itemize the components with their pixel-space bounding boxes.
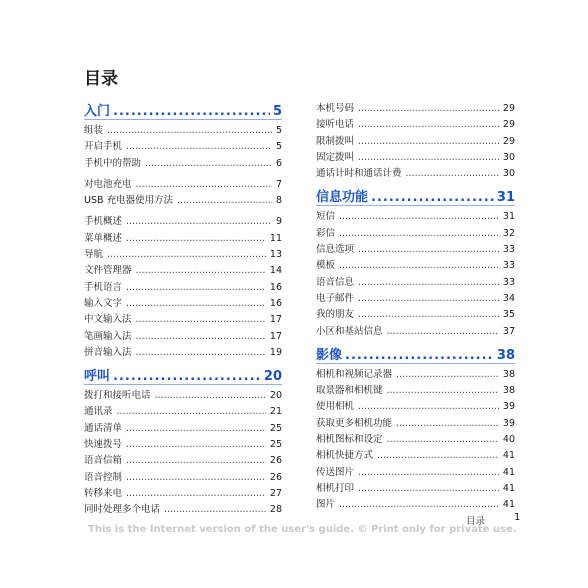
leader-dots [126, 141, 272, 152]
entry-title: 文件管理器 [84, 265, 132, 277]
entry-title: 手机语言 [84, 281, 123, 293]
toc-entry[interactable] [84, 138, 282, 154]
entry-page: 41 [502, 482, 515, 494]
entry-page: 16 [269, 281, 282, 293]
leader-dots [339, 228, 499, 239]
toc-left-column [84, 100, 282, 518]
toc-entry[interactable] [84, 485, 282, 501]
entry-page: 35 [502, 309, 515, 321]
toc-entry[interactable] [84, 469, 282, 485]
entry-title: 语音信箱 [84, 455, 123, 467]
entry-title: 笔画输入法 [84, 330, 132, 342]
toc-entry[interactable] [316, 225, 515, 241]
entry-page: 14 [269, 265, 282, 277]
entry-page: 39 [502, 401, 515, 413]
entry-page: 17 [269, 330, 282, 342]
entry-page: 5 [275, 125, 282, 136]
toc-entry[interactable] [84, 311, 282, 327]
leader-dots [126, 282, 266, 293]
entry-title: 通话计时和通话计费 [316, 168, 402, 180]
entry-title: 对电池充电 [84, 178, 132, 190]
toc-entry[interactable] [84, 230, 282, 246]
leader-dots [136, 347, 266, 358]
leader-dots [358, 277, 499, 288]
entry-page: 38 [502, 385, 515, 397]
toc-entry[interactable] [316, 208, 515, 224]
section-page: 38 [496, 347, 515, 363]
entry-page: 26 [269, 471, 282, 483]
toc-entry[interactable] [316, 149, 515, 165]
leader-dots [358, 152, 499, 163]
toc-entry[interactable] [316, 431, 515, 447]
toc-entry[interactable] [316, 100, 515, 116]
section-heading[interactable] [316, 344, 515, 364]
entry-title: 中文输入法 [84, 314, 132, 326]
entry-title: 拼音输入法 [84, 346, 132, 358]
section-title: 入门 [84, 104, 111, 119]
entry-page: 28 [269, 504, 282, 516]
entry-page: 13 [269, 249, 282, 261]
leader-dots [177, 195, 272, 206]
section-heading[interactable] [84, 100, 282, 120]
entry-page: 41 [502, 450, 515, 462]
entry-page: 21 [269, 406, 282, 418]
toc-entry[interactable] [316, 290, 515, 306]
entry-title: 图片 [316, 499, 336, 511]
toc-entry[interactable] [316, 274, 515, 290]
leader-dots [358, 467, 499, 478]
leader-dots [396, 369, 499, 380]
toc-entry[interactable] [84, 155, 282, 171]
toc-entry[interactable] [316, 415, 515, 431]
entry-title: 手机概述 [84, 216, 123, 228]
leader-dots [126, 298, 266, 309]
entry-title: 相机打印 [316, 482, 355, 494]
entry-title: 接听电话 [316, 119, 355, 131]
toc-entry[interactable] [84, 192, 282, 208]
leader-dots [358, 309, 499, 320]
entry-title: 小区和基站信息 [316, 325, 383, 337]
entry-page: 29 [502, 103, 515, 114]
entry-page: 39 [502, 417, 515, 429]
leader-dots [113, 104, 270, 119]
toc-entry[interactable] [316, 165, 515, 181]
entry-page: 30 [502, 151, 515, 163]
entry-page: 29 [502, 119, 515, 131]
entry-page: 41 [502, 466, 515, 478]
entry-page: 41 [502, 499, 515, 511]
leader-dots [136, 331, 266, 342]
entry-title: 电子邮件 [316, 292, 355, 304]
entry-page: 33 [502, 276, 515, 288]
entry-title: 组装 [84, 125, 104, 136]
leader-dots [358, 103, 499, 114]
entry-page: 17 [269, 314, 282, 326]
toc-title: 目录 [84, 69, 118, 89]
entry-page: 7 [275, 178, 282, 190]
toc-entry[interactable] [316, 133, 515, 149]
entry-title: 模板 [316, 260, 336, 272]
entry-title: 彩信 [316, 227, 336, 239]
entry-title: 信息选项 [316, 244, 355, 256]
leader-dots [126, 216, 272, 227]
toc-entry[interactable] [84, 501, 282, 517]
entry-page: 31 [502, 211, 515, 223]
toc-entry[interactable] [84, 295, 282, 311]
leader-dots [126, 233, 266, 244]
toc-entry[interactable] [316, 257, 515, 273]
leader-dots [358, 483, 499, 494]
entry-title: 导航 [84, 249, 104, 261]
entry-page: 30 [502, 168, 515, 180]
toc-entry[interactable] [84, 262, 282, 278]
entry-page: 8 [275, 195, 282, 207]
entry-page: 38 [502, 368, 515, 380]
leader-dots [113, 369, 261, 384]
entry-title: 相机和视频记录器 [316, 368, 393, 380]
entry-page: 9 [275, 216, 282, 228]
entry-page: 33 [502, 260, 515, 272]
page-number: 1 [514, 512, 521, 523]
leader-dots [345, 348, 494, 363]
toc-entry[interactable] [84, 436, 282, 452]
entry-title: 开启手机 [84, 141, 123, 153]
toc-entry[interactable] [316, 480, 515, 496]
leader-dots [126, 439, 266, 450]
toc-right-column [316, 100, 515, 513]
toc-entry[interactable] [84, 246, 282, 262]
leader-dots [358, 136, 499, 147]
entry-page: 26 [269, 455, 282, 467]
entry-page: 40 [502, 434, 515, 446]
toc-entry[interactable] [316, 366, 515, 382]
toc-entry[interactable] [84, 344, 282, 360]
toc-entry[interactable] [84, 420, 282, 436]
entry-page: 29 [502, 135, 515, 147]
entry-title: 获取更多相机功能 [316, 417, 393, 429]
leader-dots [126, 472, 266, 483]
leader-dots [107, 125, 272, 136]
toc-entry[interactable] [84, 452, 282, 468]
toc-entry[interactable] [316, 241, 515, 257]
leader-dots [145, 158, 272, 169]
entry-page: 20 [269, 390, 282, 402]
toc-entry[interactable] [316, 464, 515, 480]
leader-dots [387, 434, 499, 445]
entry-title: 通话清单 [84, 422, 123, 434]
entry-page: 5 [275, 141, 282, 153]
leader-dots [126, 423, 266, 434]
entry-title: 限制拨叫 [316, 135, 355, 147]
leader-dots [339, 260, 499, 271]
leader-dots [406, 168, 499, 179]
entry-title: 菜单概述 [84, 232, 123, 244]
section-heading[interactable] [316, 186, 515, 206]
entry-page: 27 [269, 487, 282, 499]
leader-dots [136, 314, 266, 325]
entry-title: 本机号码 [316, 103, 355, 114]
leader-dots [339, 499, 499, 510]
section-page: 31 [496, 190, 515, 206]
section-title: 影像 [316, 347, 343, 363]
leader-dots [371, 190, 494, 205]
entry-title: 使用相机 [316, 401, 355, 413]
entry-title: 快速拨号 [84, 439, 123, 451]
watermark-notice: This is the Internet version of the user's guide. © Print only for private use. [88, 524, 517, 535]
section-heading[interactable] [84, 365, 282, 385]
entry-title: 拨打和接听电话 [84, 390, 151, 402]
toc-entry[interactable] [316, 306, 515, 322]
leader-dots [136, 179, 272, 190]
toc-entry[interactable] [316, 398, 515, 414]
entry-page: 33 [502, 244, 515, 256]
toc-entry[interactable] [84, 122, 282, 138]
toc-entry[interactable] [84, 403, 282, 419]
section-title: 呼叫 [84, 369, 111, 385]
leader-dots [387, 385, 499, 396]
leader-dots [377, 450, 499, 461]
toc-entry[interactable] [84, 279, 282, 295]
leader-dots [387, 326, 499, 337]
leader-dots [126, 488, 266, 499]
toc-entry[interactable] [84, 213, 282, 229]
toc-entry[interactable] [316, 382, 515, 398]
leader-dots [358, 293, 499, 304]
entry-page: 32 [502, 227, 515, 239]
entry-title: 同时处理多个电话 [84, 504, 161, 516]
entry-title: 相机图标和设定 [316, 434, 383, 446]
leader-dots [117, 406, 266, 417]
entry-title: 语音控制 [84, 471, 123, 483]
entry-title: 传送图片 [316, 466, 355, 478]
leader-dots [155, 390, 266, 401]
section-page: 5 [272, 104, 282, 119]
toc-entry[interactable] [316, 323, 515, 339]
entry-page: 37 [502, 325, 515, 337]
entry-page: 25 [269, 422, 282, 434]
toc-entry[interactable] [316, 496, 515, 512]
toc-entry[interactable] [84, 176, 282, 192]
entry-title: 通讯录 [84, 406, 113, 418]
leader-dots [136, 265, 266, 276]
entry-page: 19 [269, 346, 282, 358]
entry-title: 转移来电 [84, 487, 123, 499]
entry-title: 语音信息 [316, 276, 355, 288]
leader-dots [358, 401, 499, 412]
leader-dots [164, 504, 266, 515]
entry-page: 6 [275, 157, 282, 169]
toc-entry[interactable] [84, 387, 282, 403]
leader-dots [396, 418, 499, 429]
entry-title: USB 充电器使用方法 [84, 195, 174, 207]
entry-title: 取景器和相机键 [316, 385, 383, 397]
entry-title: 固定拨叫 [316, 151, 355, 163]
leader-dots [107, 249, 266, 260]
entry-title: 输入文字 [84, 297, 123, 309]
leader-dots [358, 244, 499, 255]
entry-title: 手机中的帮助 [84, 157, 142, 169]
leader-dots [358, 119, 499, 130]
section-page: 20 [263, 369, 282, 385]
entry-title: 我的朋友 [316, 309, 355, 321]
entry-title: 短信 [316, 211, 336, 223]
entry-page: 34 [502, 292, 515, 304]
entry-title: 相机快捷方式 [316, 450, 374, 462]
footer-label: 目录 [466, 516, 486, 527]
section-title: 信息功能 [316, 190, 369, 206]
entry-page: 16 [269, 297, 282, 309]
leader-dots [126, 455, 266, 466]
toc-entry[interactable] [84, 328, 282, 344]
entry-page: 11 [269, 232, 282, 244]
toc-entry[interactable] [316, 447, 515, 463]
entry-page: 25 [269, 439, 282, 451]
toc-entry[interactable] [316, 116, 515, 132]
leader-dots [339, 211, 499, 222]
